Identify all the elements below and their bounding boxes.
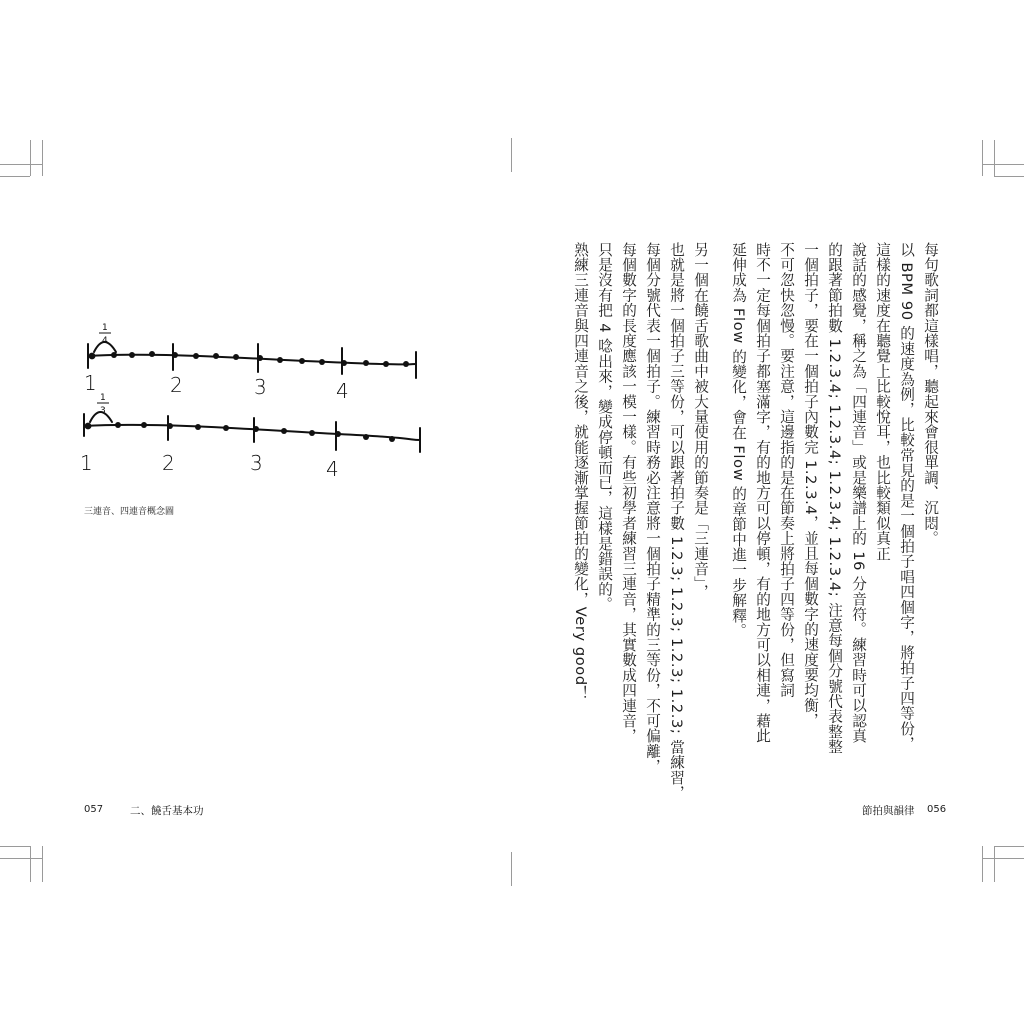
fraction-top-den: 4 bbox=[102, 336, 108, 346]
beat-label: 3 bbox=[254, 375, 267, 399]
beat-label: 1 bbox=[80, 451, 93, 475]
crop-mark bbox=[0, 176, 30, 177]
beat-label: 1 bbox=[84, 371, 97, 395]
text-column: 每句歌詞都這樣唱，聽起來會很單調、沉悶。 bbox=[922, 242, 939, 546]
beat-label: 2 bbox=[162, 451, 175, 475]
beat-label: 2 bbox=[170, 373, 183, 397]
text-column: 時不一定每個拍子都塞滿字，有的地方可以停頓，有的地方可以相連，藉此 bbox=[754, 242, 771, 744]
crop-mark bbox=[994, 140, 995, 176]
text-column: 另一個在饒舌歌曲中被大量使用的節奏是「三連音」， bbox=[692, 242, 709, 600]
beat-label: 3 bbox=[250, 451, 263, 475]
crop-mark bbox=[42, 846, 43, 882]
text-column: 以 BPM 90 的速度為例，比較常見的是一個拍子唱四個字，將拍子四等份， bbox=[898, 242, 915, 752]
running-head-left: 二、饒舌基本功 bbox=[130, 805, 204, 817]
text-column: 不可忽快忽慢。要注意，這邊指的是在節奏上將拍子四等份，但寫詞 bbox=[778, 242, 795, 698]
fraction-top-num: 1 bbox=[102, 323, 108, 333]
folio-left: 057 bbox=[84, 804, 104, 815]
beat-label: 4 bbox=[326, 457, 339, 478]
text-column: 說話的感覺，稱之為「四連音」或是樂譜上的 16 分音符。練習時可以認真 bbox=[850, 242, 867, 744]
text-column: 也就是將一個拍子三等份，可以跟著拍子數 1.2.3; 1.2.3; 1.2.3; 1.2.3; 當練習， bbox=[668, 242, 685, 801]
crop-mark bbox=[30, 846, 31, 882]
sketch-line-bottom bbox=[84, 425, 420, 440]
figure-caption: 三連音、四連音概念圖 bbox=[84, 507, 175, 517]
text-column: 延伸成為 Flow 的變化，會在 Flow 的章節中進一步解釋。 bbox=[730, 242, 747, 639]
crop-mark bbox=[982, 164, 1024, 165]
crop-mark bbox=[982, 140, 983, 176]
text-column: 每個分號代表一個拍子。練習時務必注意將一個拍子精準的三等份，不可偏離， bbox=[644, 242, 661, 774]
crop-mark bbox=[0, 858, 42, 859]
crop-mark bbox=[982, 858, 1024, 859]
crop-mark bbox=[0, 846, 30, 847]
rhythm-sketch-figure bbox=[78, 318, 438, 478]
crop-mark bbox=[994, 846, 995, 882]
crop-mark bbox=[982, 846, 983, 882]
fraction-bottom-num: 1 bbox=[100, 393, 106, 403]
crop-mark bbox=[0, 164, 42, 165]
spine-mark bbox=[511, 852, 512, 886]
crop-mark bbox=[42, 140, 43, 176]
spine-mark bbox=[511, 138, 512, 172]
text-column: 這樣的速度在聽覺上比較悅耳，也比較類似真正 bbox=[874, 242, 891, 562]
text-column: 只是沒有把 4 唸出來，變成停頓而已，這樣是錯誤的。 bbox=[596, 242, 613, 612]
crop-mark bbox=[994, 846, 1024, 847]
text-column: 每個數字的長度應該一模一樣。有些初學者練習三連音，其實數成四連音， bbox=[620, 242, 637, 744]
crop-mark bbox=[994, 176, 1024, 177]
folio-right: 056 bbox=[927, 804, 947, 815]
text-column: 一個拍子，要在一個拍子內數完 1.2.3.4，並且每個數字的速度要均衡， bbox=[802, 242, 819, 729]
crop-mark bbox=[30, 140, 31, 176]
text-column: 熟練三連音與四連音之後，就能逐漸掌握節拍的變化，Very good！ bbox=[572, 242, 589, 701]
running-head-right: 節拍與韻律 bbox=[862, 805, 915, 817]
fraction-bottom-den: 3 bbox=[100, 406, 106, 416]
beat-label: 4 bbox=[336, 379, 349, 403]
text-column: 的跟著節拍數 1.2.3.4; 1.2.3.4; 1.2.3.4; 1.2.3.4; 注意每個分號代表整整 bbox=[826, 242, 843, 755]
